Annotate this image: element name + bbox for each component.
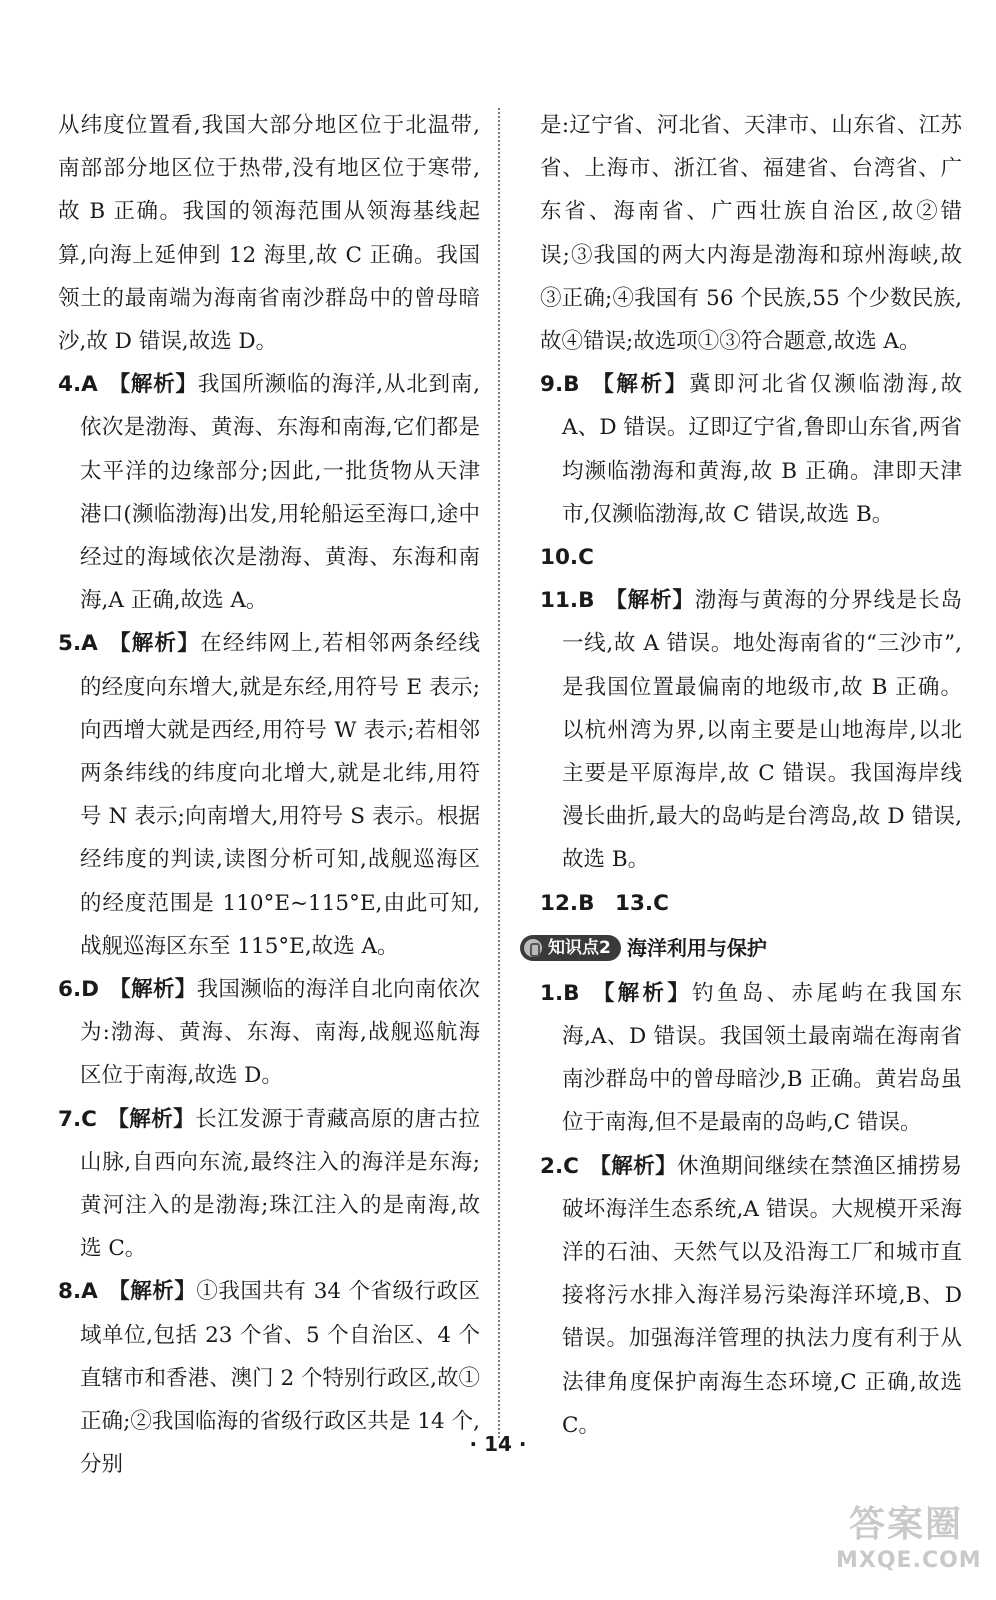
analysis-tag: 【解析】 [108, 977, 197, 1003]
left-column [58, 104, 480, 1487]
watermark-url: MXQE.COM [836, 1548, 982, 1573]
analysis-tag: 【解析】 [107, 372, 198, 398]
analysis-tag: 【解析】 [106, 1106, 196, 1132]
analysis-tag: 【解析】 [604, 588, 695, 614]
answer-12-13 [540, 882, 962, 925]
analysis-text: ①我国共有 34 个省级行政区域单位,包括 23 个省、5 个自治区、4 个直辖市和香港、澳门 2 个特别行政区,故①正确;②我国临海的省级行政区共是 14 个,分别 [80, 1279, 480, 1478]
analysis-text: 休渔期间继续在禁渔区捕捞易破坏海洋生态系统,A 错误。大规模开采海洋的石油、天然气以及沿海工厂和城市直接将污水排入海洋易污染海洋环境,B、D 错误。加强海洋管理的执法力度有利于从法律角度保护南海生态环境,C 正确,故选 C。 [562, 1153, 962, 1438]
section-answer-2 [540, 1145, 962, 1447]
analysis-tag: 【解析】 [589, 980, 693, 1006]
section-badge [520, 935, 621, 961]
analysis-text: 长江发源于青藏高原的唐古拉山脉,自西向东流,最终注入的海洋是东海;黄河注入的是渤海;珠江注入的是南海,故选 C。 [80, 1106, 480, 1262]
analysis-tag: 【解析】 [589, 372, 689, 398]
answer-number: 6.D [58, 977, 99, 1003]
analysis-text: 在经纬网上,若相邻两条经线的经度向东增大,就是东经,用符号 E 表示;向西增大就是西经,用符号 W 表示;若相邻两条纬线的纬度向北增大,就是北纬,用符号 N 表示;向南增大,用符号 S 表示。根据经纬度的判读,读图分析可知,战舰巡海区的经度范围是 110°E~115°E,由此可知,战舰巡海区东至 115°E,故选 A。 [80, 631, 480, 959]
page-number: · 14 · [469, 1432, 527, 1456]
answer-number: 5.A [58, 631, 98, 657]
watermark-logo: 答案圈 [848, 1504, 963, 1545]
answer-number: 13.C [615, 890, 669, 916]
answer-5 [58, 622, 480, 968]
answer-8-continued: 是:辽宁省、河北省、天津市、山东省、江苏省、上海市、浙江省、福建省、台湾省、广东省、海南省、广西壮族自治区,故②错误;③我国的两大内海是渤海和琼州海峡,故③正确;④我国有 56 个民族,55 个少数民族,故④错误;故选项①③符合题意,故选 A。 [540, 113, 962, 355]
analysis-tag: 【解析】 [107, 631, 201, 657]
pen-icon [524, 939, 542, 957]
answer-number: 1.B [540, 980, 580, 1006]
section-answer-1 [540, 972, 962, 1145]
analysis-tag: 【解析】 [588, 1153, 678, 1179]
analysis-text: 我国所濒临的海洋,从北到南,依次是渤海、黄海、东海和南海,它们都是太平洋的边缘部分;因此,一批货物从天津港口(濒临渤海)出发,用轮船运至海口,途中经过的海域依次是渤海、黄海、东海和南海,A 正确,故选 A。 [80, 372, 480, 614]
column-divider [498, 108, 500, 1438]
analysis-text: 钓鱼岛、赤尾屿在我国东海,A、D 错误。我国领土最南端在海南省南沙群岛中的曾母暗沙,B 正确。黄岩岛虽位于南海,但不是最南的岛屿,C 错误。 [562, 980, 962, 1136]
answer-number: 10.C [540, 545, 594, 571]
answer-number: 4.A [58, 372, 98, 398]
section-badge-label: 知识点2 [548, 937, 611, 958]
analysis-tag: 【解析】 [107, 1279, 197, 1305]
analysis-text: 冀即河北省仅濒临渤海,故 A、D 错误。辽即辽宁省,鲁即山东省,两省均濒临渤海和黄海,故 B 正确。津即天津市,仅濒临渤海,故 C 错误,故选 B。 [562, 372, 962, 527]
answer-6 [58, 968, 480, 1098]
answer-number: 8.A [58, 1279, 98, 1305]
answer-number: 12.B [540, 890, 595, 916]
answer-11 [540, 579, 962, 881]
analysis-text: 渤海与黄海的分界线是长岛一线,故 A 错误。地处海南省的“三沙市”,是我国位置最偏南的地级市,故 B 正确。以杭州湾为界,以南主要是山地海岸,以北主要是平原海岸,故 C 错误。我国海岸线漫长曲折,最大的岛屿是台湾岛,故 D 错误,故选 B。 [562, 588, 962, 873]
answer-4 [58, 363, 480, 622]
section-header [520, 927, 962, 970]
answer-number: 2.C [540, 1153, 579, 1179]
answer-number: 9.B [540, 372, 580, 398]
answer-10 [540, 536, 962, 579]
watermark [836, 1502, 982, 1582]
answer-9 [540, 363, 962, 536]
section-title: 海洋利用与保护 [626, 935, 767, 960]
right-column [540, 104, 962, 1447]
answer-number: 11.B [540, 588, 595, 614]
analysis-text: 我国濒临的海洋自北向南依次为:渤海、黄海、东海、南海,战舰巡航海区位于南海,故选 D。 [80, 977, 480, 1089]
answer-number: 7.C [58, 1106, 97, 1132]
intro-paragraph: 从纬度位置看,我国大部分地区位于北温带,南部部分地区位于热带,没有地区位于寒带,故 B 正确。我国的领海范围从领海基线起算,向海上延伸到 12 海里,故 C 正确。我国领土的最南端为海南省南沙群岛中的曾母暗沙,故 D 错误,故选 D。 [58, 113, 480, 355]
answer-7 [58, 1098, 480, 1271]
